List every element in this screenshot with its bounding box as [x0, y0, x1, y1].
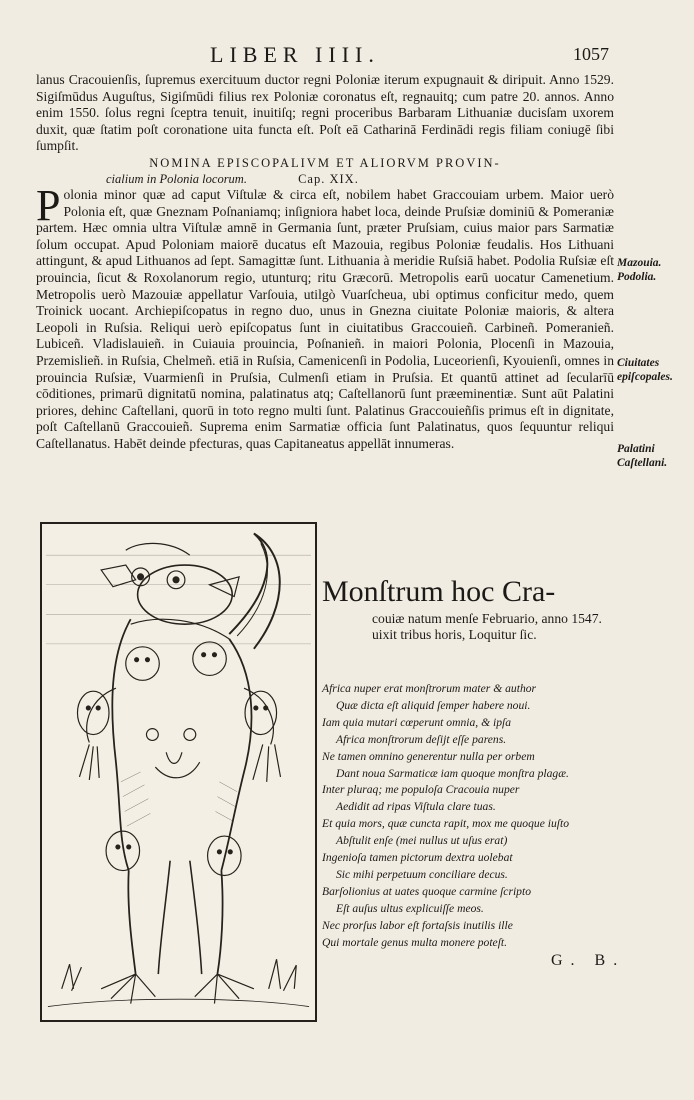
signature: G. B.	[551, 952, 626, 969]
poem-line: Inter pluraq; me populoſa Cracouia nuper	[322, 783, 520, 797]
running-head: LIBER IIII.	[210, 42, 380, 67]
poem-line: Dant noua Sarmaticæ iam quoque monſtra plagæ.	[336, 766, 569, 780]
poem-line: Sic mihi perpetuum conciliare decus.	[336, 867, 508, 881]
monster-woodcut-drawing	[42, 524, 315, 1020]
main-text-block	[36, 72, 614, 452]
margin-note-ciuitates: Ciuitates epiſcopales.	[617, 357, 673, 383]
chapter-paragraph-text: olonia minor quæ ad caput Viſtulæ & circa eſt, nobilem habet Graccouiam urbem. Maior uerò Polonia eſt, quæ Gneznam Poſnaniamq; inſigniora habet loca, deinde Pruſsiæ dominiū & Pomeraniæ partem. Hæc omnia ultra Viſtulæ amnē in Germania ſunt, præter Pruſsiam, cuius maior pars Sarmatiæ ſolum occupat. Apud Poloniam maiorē ducatus eſt Mazouia, regibus Poloniæ feudalis. Hos Lithuani attingunt, & apud Lithuanos ad ſept. Samagittæ ſunt. Lithuania à meridie Ruſsiā habet. Podolia Ruſsiæ eſt prouincia, ſicut & Roxolanorum regio, utunturq; ritu Græcorū. Metropolis earū uocatur Camenetium. Metropolis uerò Mazouiæ appellatur Varſouia, utilgò Vuarſcheua, ubi optimus conficitur medo, quem Troinick uocant. Archiepiſcopatus in regno duo, unus in Gnezna ciuitate Poloniæ maioris, & altera Leopoli in Ruſsia. Reliqui uerò epiſcopatus ſunt in ciuitatibus Graccouieñ. Carbineñ. Pomeranieñ. Lubiceñ. Vladislauieñ. in Cuiauia prouincia, Poſnanieñ. in maiori Polonia, Plocenſi in Mazouia, Przemislieñ. in Ruſsia, Chelmeñ. etiā in Ruſsia, Camenicenſi in Podolia, Luceorienſi, Kyouienſi, omnes in prouincia Ruſsiæ, Vuarmienſi in Pruſsia, Culmenſi etiam in Pruſsia. Et quantū attinet ad ſecularīū cōditiones, primarū dignitatū nomina, palatinatus atq; Caſtellanorū ſunt præeminentiæ. Sunt aūt Palatini priores, dehinc Caſtellani, quorū in toto regno multi ſunt. Palatinus Graccouieñſis primus eſt in dignitate, poſt Caſtellanū Graccouieñ. Suprema enim Sarmatiæ officia ſunt Palatinatus, quos ſequuntur reliqui Caſtellanatus. Habēt deinde pfecturas, quas Capitaneatus appellāt innumeras.	[36, 186, 614, 451]
intro-paragraph: lanus Cracouienſis, ſupremus exercituum ductor regni Poloniæ iterum expugnauit & diripuit. Anno 1529. Sigiſmūdus Auguſtus, Sigiſmūdi filius rex Poloniæ coronatus eſt, regnauitq; cum patre 20. annos. Anno enim 1550. ſolus regni ſceptra tenuit, inuitiſq; regni proceribus Barbaram Lithuaniæ ducisſam uxorem duxit, quæ ſtatim poſt coronatione uita functa eſt. Poſt eā Catharinā Ferdinādi regis filiam coniugē ſibi ſumpſit.	[36, 72, 614, 154]
poem-line: Et quia mors, quæ cuncta rapit, mox me quoque iuſto	[322, 817, 569, 831]
poem-line: Abſtulit enſe (mei nullus ut uſus erat)	[336, 834, 508, 848]
poem-line: Iam quia mutari cœperunt omnia, & ipſa	[322, 715, 512, 729]
poem-subtitle: couiæ natum menſe Februario, anno 1547. uixit tribus horis, Loquitur ſic.	[372, 611, 602, 642]
poem-line: Eſt auſus ultus explicuiſſe meos.	[336, 901, 484, 915]
poem-title: Monſtrum hoc Cra-	[322, 575, 556, 608]
chapter-subheading	[106, 171, 614, 187]
poem-line: Qui mortale genus multa monere poteſt.	[322, 935, 508, 949]
poem-line: Barſolionius at uates quoque carmine ſcripto	[322, 884, 531, 898]
poem-line: Quæ dicta eſt aliquid ſemper habere noui.	[336, 698, 531, 712]
poem-line: Aedidit ad ripas Viſtula clare tuas.	[336, 800, 496, 814]
margin-note-mazouia: Mazouia. Podolia.	[617, 257, 662, 283]
chapter-heading-continuation: cialium in Polonia locorum.	[106, 171, 247, 186]
page-number: 1057	[573, 44, 609, 64]
chapter-number: Cap. XIX.	[298, 171, 359, 186]
monster-woodcut	[40, 522, 317, 1022]
poem-line: Ne tamen omnino generentur nulla per orbem	[322, 749, 535, 763]
chapter-paragraph	[36, 180, 614, 453]
poem-line: Ingenioſa tamen pictorum dextra uolebat	[322, 851, 513, 865]
margin-note-palatini: Palatini Caſtellani.	[617, 443, 668, 469]
poem	[322, 681, 622, 952]
drop-capital: P	[36, 180, 61, 230]
poem-line: Africa monſtrorum deſijt eſſe parens.	[336, 732, 507, 746]
poem-line: Africa nuper erat monſtrorum mater & author	[322, 682, 537, 695]
chapter-heading: NOMINA EPISCOPALIVM ET ALIORVM PROVIN-	[149, 155, 501, 170]
poem-line: Nec prorſus labor eſt fortaſsis inutilis ille	[322, 918, 513, 932]
